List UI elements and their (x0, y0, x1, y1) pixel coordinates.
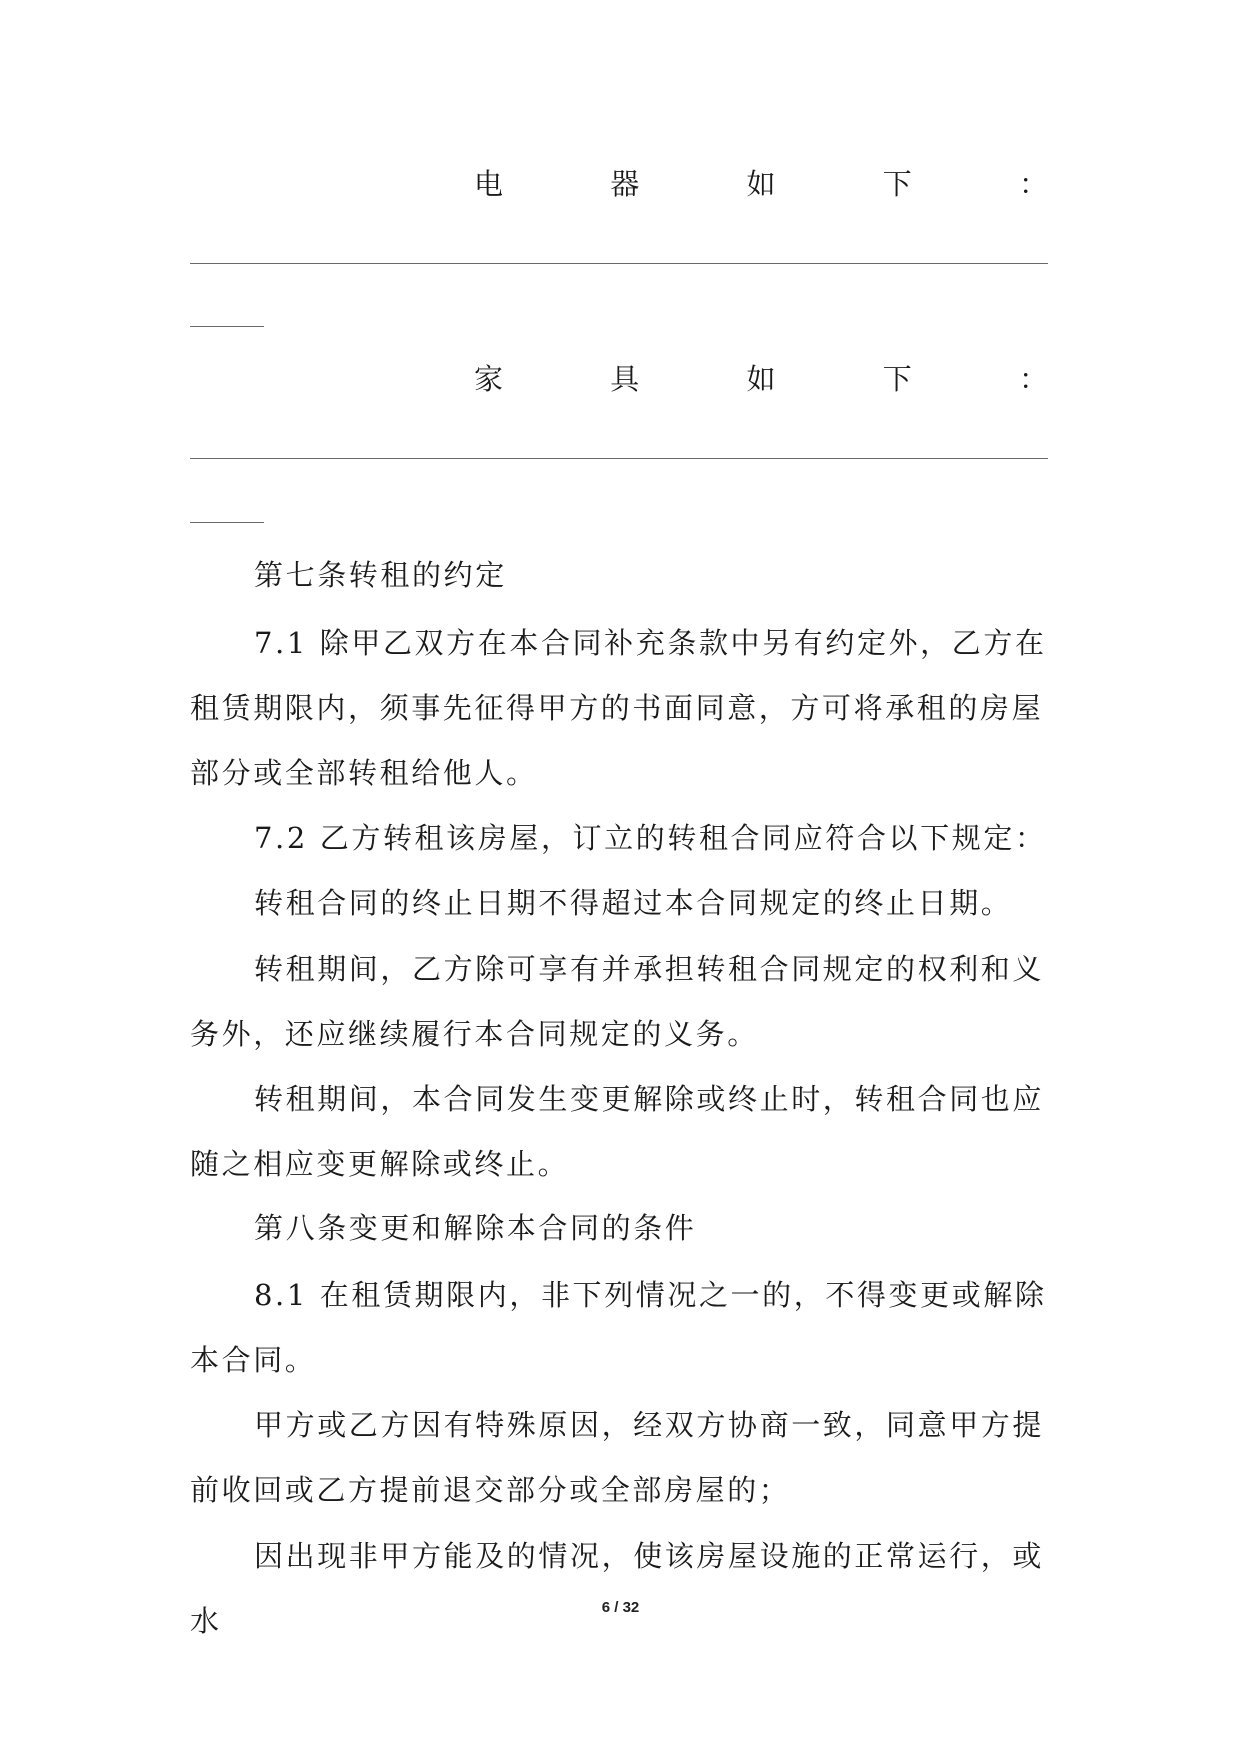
clause-7-2-item: 转租期间，乙方除可享有并承担转租合同规定的权利和义务外，还应继续履行本合同规定的义务。 (190, 952, 1045, 1051)
furniture-char: 家 (474, 362, 504, 396)
clause-7-1: 7.1 除甲乙双方在本合同补充条款中另有约定外，乙方在租赁期限内，须事先征得甲方的书面同意，方可将承租的房屋部分或全部转租给他人。 (190, 626, 1047, 790)
page-number: 6 / 32 (601, 1599, 640, 1616)
furniture-char: 如 (746, 362, 776, 396)
appliances-char: 器 (610, 167, 640, 201)
furniture-label (474, 359, 1048, 399)
article-8-heading: 第八条变更和解除本合同的条件 (254, 1211, 697, 1245)
clause-7-2-item: 转租期间，本合同发生变更解除或终止时，转租合同也应随之相应变更解除或终止。 (190, 1082, 1045, 1181)
appliances-fill-line-end (190, 326, 264, 327)
appliances-char: 电 (474, 167, 504, 201)
appliances-label (474, 164, 1048, 204)
clause-8-1: 8.1 在租赁期限内，非下列情况之一的，不得变更或解除本合同。 (190, 1278, 1047, 1377)
appliances-fill-line (190, 263, 1048, 264)
appliances-char: 下 (882, 167, 912, 201)
appliances-char: 如 (746, 167, 776, 201)
furniture-fill-line (190, 458, 1048, 459)
clause-7-2-item: 转租合同的终止日期不得超过本合同规定的终止日期。 (254, 886, 1013, 920)
furniture-fill-line-end (190, 522, 264, 523)
clause-8-1-item: 甲方或乙方因有特殊原因，经双方协商一致，同意甲方提前收回或乙方提前退交部分或全部房屋的； (190, 1408, 1045, 1507)
clause-8-1-item: 因出现非甲方能及的情况，使该房屋设施的正常运行，或水 (190, 1539, 1045, 1638)
furniture-char: ： (1018, 362, 1048, 396)
clause-7-2: 7.2 乙方转租该房屋，订立的转租合同应符合以下规定： (254, 821, 1047, 855)
article-7-heading: 第七条转租的约定 (254, 558, 507, 592)
furniture-char: 下 (882, 362, 912, 396)
furniture-char: 具 (610, 362, 640, 396)
appliances-char: ： (1018, 167, 1048, 201)
